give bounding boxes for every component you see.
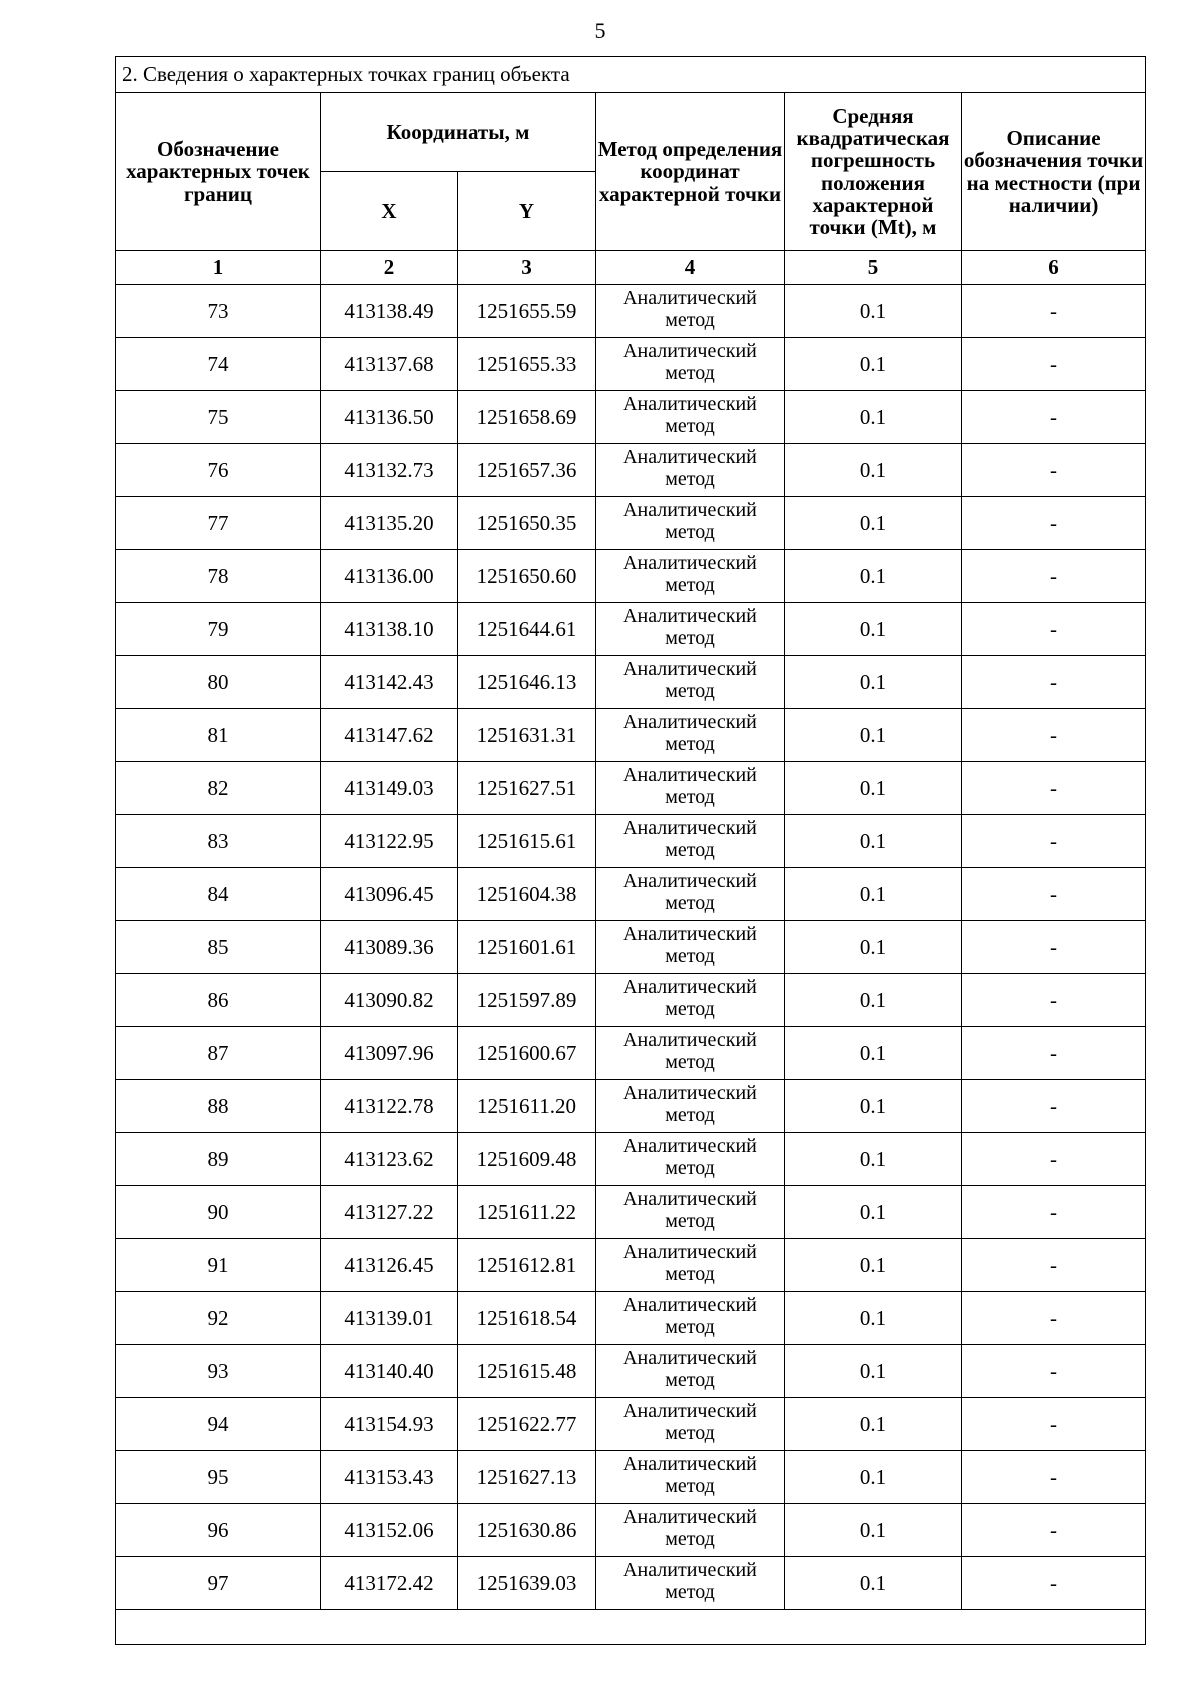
cell-mt: 0.1 [785,1504,962,1557]
cell-method: Аналитический метод [596,1027,785,1080]
cell-point: 74 [116,338,321,391]
cell-y: 1251611.22 [458,1186,596,1239]
cell-method: Аналитический метод [596,1239,785,1292]
column-number: 3 [458,251,596,285]
cell-method: Аналитический метод [596,444,785,497]
cell-method: Аналитический метод [596,815,785,868]
cell-description: - [962,444,1146,497]
cell-description: - [962,1345,1146,1398]
cell-method: Аналитический метод [596,497,785,550]
cell-description: - [962,868,1146,921]
cell-y: 1251600.67 [458,1027,596,1080]
cell-y: 1251615.61 [458,815,596,868]
cell-x: 413138.49 [321,285,458,338]
section-title-row [116,57,1146,93]
cell-method: Аналитический метод [596,868,785,921]
cell-description: - [962,338,1146,391]
cell-description: - [962,285,1146,338]
cell-x: 413090.82 [321,974,458,1027]
cell-x: 413153.43 [321,1451,458,1504]
cell-point: 73 [116,285,321,338]
table-row [116,1345,1146,1398]
cell-y: 1251615.48 [458,1345,596,1398]
cell-x: 413139.01 [321,1292,458,1345]
cell-method: Аналитический метод [596,1133,785,1186]
cell-y: 1251658.69 [458,391,596,444]
cell-point: 93 [116,1345,321,1398]
table-row [116,974,1146,1027]
column-number: 6 [962,251,1146,285]
cell-mt: 0.1 [785,1292,962,1345]
cell-x: 413126.45 [321,1239,458,1292]
table-row [116,1239,1146,1292]
cell-point: 82 [116,762,321,815]
table-row [116,497,1146,550]
cell-description: - [962,550,1146,603]
cell-mt: 0.1 [785,1186,962,1239]
cell-y: 1251630.86 [458,1504,596,1557]
cell-point: 78 [116,550,321,603]
cell-method: Аналитический метод [596,1292,785,1345]
cell-description: - [962,1027,1146,1080]
cell-x: 413137.68 [321,338,458,391]
cell-mt: 0.1 [785,656,962,709]
cell-y: 1251644.61 [458,603,596,656]
cell-method: Аналитический метод [596,1557,785,1610]
cell-y: 1251650.35 [458,497,596,550]
cell-point: 88 [116,1080,321,1133]
cell-x: 413123.62 [321,1133,458,1186]
cell-description: - [962,656,1146,709]
cell-mt: 0.1 [785,550,962,603]
cell-point: 91 [116,1239,321,1292]
cell-method: Аналитический метод [596,974,785,1027]
cell-description: - [962,391,1146,444]
cell-mt: 0.1 [785,444,962,497]
cell-method: Аналитический метод [596,762,785,815]
cell-y: 1251597.89 [458,974,596,1027]
header-row [116,93,1146,172]
cell-method: Аналитический метод [596,603,785,656]
cell-mt: 0.1 [785,1398,962,1451]
cell-point: 75 [116,391,321,444]
cell-point: 80 [116,656,321,709]
table-row [116,550,1146,603]
cell-x: 413140.40 [321,1345,458,1398]
cell-x: 413122.95 [321,815,458,868]
table-row [116,1186,1146,1239]
cell-point: 83 [116,815,321,868]
table-row [116,1133,1146,1186]
cell-y: 1251631.31 [458,709,596,762]
cell-y: 1251657.36 [458,444,596,497]
cell-description: - [962,497,1146,550]
cell-description: - [962,762,1146,815]
cell-point: 86 [116,974,321,1027]
cell-mt: 0.1 [785,603,962,656]
cell-description: - [962,974,1146,1027]
table-row [116,815,1146,868]
empty-cell [116,1610,1146,1645]
cell-point: 87 [116,1027,321,1080]
cell-y: 1251650.60 [458,550,596,603]
cell-description: - [962,815,1146,868]
cell-point: 94 [116,1398,321,1451]
header-y: Y [458,172,596,251]
cell-mt: 0.1 [785,1345,962,1398]
table-row [116,868,1146,921]
cell-y: 1251655.59 [458,285,596,338]
cell-y: 1251609.48 [458,1133,596,1186]
cell-x: 413138.10 [321,603,458,656]
cell-x: 413089.36 [321,921,458,974]
cell-mt: 0.1 [785,815,962,868]
cell-description: - [962,603,1146,656]
cell-description: - [962,1451,1146,1504]
boundary-points-table [115,56,1146,1645]
cell-y: 1251639.03 [458,1557,596,1610]
cell-mt: 0.1 [785,1239,962,1292]
cell-x: 413154.93 [321,1398,458,1451]
cell-mt: 0.1 [785,338,962,391]
cell-point: 85 [116,921,321,974]
header-point: Обозначение характерных точек границ [116,93,321,251]
table-row [116,1292,1146,1345]
cell-method: Аналитический метод [596,1398,785,1451]
cell-x: 413122.78 [321,1080,458,1133]
cell-method: Аналитический метод [596,1345,785,1398]
cell-mt: 0.1 [785,709,962,762]
table-row [116,1557,1146,1610]
cell-mt: 0.1 [785,1557,962,1610]
cell-mt: 0.1 [785,1451,962,1504]
cell-point: 96 [116,1504,321,1557]
cell-method: Аналитический метод [596,656,785,709]
header-x: X [321,172,458,251]
cell-method: Аналитический метод [596,709,785,762]
table-row [116,1080,1146,1133]
cell-mt: 0.1 [785,391,962,444]
cell-x: 413136.50 [321,391,458,444]
cell-description: - [962,709,1146,762]
cell-point: 84 [116,868,321,921]
cell-description: - [962,921,1146,974]
column-number: 5 [785,251,962,285]
table-row [116,285,1146,338]
table-row [116,709,1146,762]
page-number: 5 [594,18,606,43]
cell-description: - [962,1557,1146,1610]
column-number-row [116,251,1146,285]
cell-x: 413127.22 [321,1186,458,1239]
header-description: Описание обозначения точки на местности (при наличии) [962,93,1146,251]
cell-method: Аналитический метод [596,1451,785,1504]
cell-description: - [962,1398,1146,1451]
cell-method: Аналитический метод [596,1186,785,1239]
cell-point: 76 [116,444,321,497]
cell-method: Аналитический метод [596,550,785,603]
cell-point: 81 [116,709,321,762]
table-row [116,921,1146,974]
cell-y: 1251618.54 [458,1292,596,1345]
cell-description: - [962,1504,1146,1557]
cell-mt: 0.1 [785,1027,962,1080]
cell-description: - [962,1186,1146,1239]
header-error: Средняя квадратическая погрешность положения характерной точки (Mt), м [785,93,962,251]
cell-x: 413136.00 [321,550,458,603]
cell-method: Аналитический метод [596,921,785,974]
cell-point: 95 [116,1451,321,1504]
cell-point: 97 [116,1557,321,1610]
cell-x: 413152.06 [321,1504,458,1557]
cell-point: 90 [116,1186,321,1239]
cell-y: 1251627.51 [458,762,596,815]
cell-x: 413097.96 [321,1027,458,1080]
cell-y: 1251655.33 [458,338,596,391]
cell-x: 413149.03 [321,762,458,815]
cell-description: - [962,1133,1146,1186]
cell-x: 413142.43 [321,656,458,709]
section-title: 2. Сведения о характерных точках границ объекта [116,57,1146,93]
cell-x: 413147.62 [321,709,458,762]
cell-description: - [962,1080,1146,1133]
cell-y: 1251601.61 [458,921,596,974]
cell-mt: 0.1 [785,497,962,550]
cell-mt: 0.1 [785,974,962,1027]
table-row [116,338,1146,391]
table-row [116,1504,1146,1557]
cell-description: - [962,1239,1146,1292]
empty-row [116,1610,1146,1645]
column-number: 1 [116,251,321,285]
table-row [116,1398,1146,1451]
table-row [116,1027,1146,1080]
cell-mt: 0.1 [785,921,962,974]
cell-method: Аналитический метод [596,1080,785,1133]
cell-mt: 0.1 [785,1133,962,1186]
cell-x: 413135.20 [321,497,458,550]
cell-y: 1251627.13 [458,1451,596,1504]
cell-mt: 0.1 [785,1080,962,1133]
cell-y: 1251622.77 [458,1398,596,1451]
cell-point: 89 [116,1133,321,1186]
cell-point: 77 [116,497,321,550]
cell-method: Аналитический метод [596,1504,785,1557]
header-method: Метод определения координат характерной точки [596,93,785,251]
cell-method: Аналитический метод [596,338,785,391]
column-number: 2 [321,251,458,285]
table-row [116,391,1146,444]
table-row [116,656,1146,709]
cell-y: 1251604.38 [458,868,596,921]
cell-point: 92 [116,1292,321,1345]
column-number: 4 [596,251,785,285]
cell-method: Аналитический метод [596,285,785,338]
table-row [116,762,1146,815]
cell-x: 413172.42 [321,1557,458,1610]
cell-mt: 0.1 [785,762,962,815]
cell-method: Аналитический метод [596,391,785,444]
table-row [116,603,1146,656]
cell-description: - [962,1292,1146,1345]
cell-mt: 0.1 [785,868,962,921]
cell-y: 1251646.13 [458,656,596,709]
cell-x: 413096.45 [321,868,458,921]
cell-mt: 0.1 [785,285,962,338]
cell-y: 1251612.81 [458,1239,596,1292]
table-row [116,444,1146,497]
cell-point: 79 [116,603,321,656]
table-row [116,1451,1146,1504]
cell-y: 1251611.20 [458,1080,596,1133]
cell-x: 413132.73 [321,444,458,497]
header-coordinates: Координаты, м [321,93,596,172]
